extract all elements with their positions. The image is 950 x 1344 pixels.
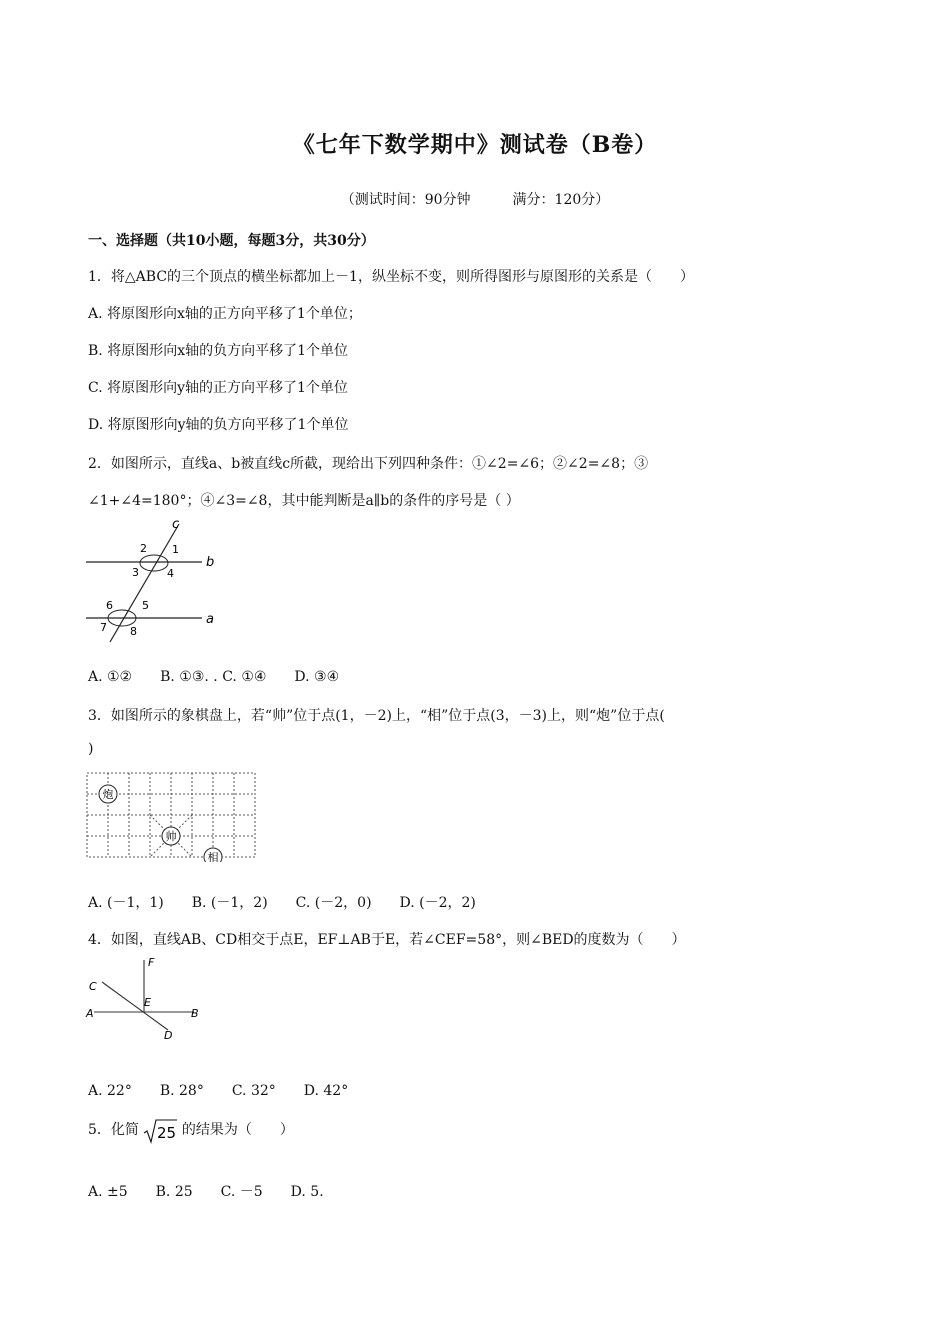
piece-pao: 炮	[102, 788, 114, 801]
q5-stem	[88, 1118, 294, 1144]
label-e: E	[144, 996, 151, 1009]
piece-xiang: 相	[207, 851, 219, 862]
label-3: 3	[132, 566, 139, 579]
label-4: 4	[167, 567, 174, 580]
label-1: 1	[172, 543, 179, 556]
label-b: B	[191, 1007, 199, 1020]
q1-option-a: A. 将原图形向x轴的正方向平移了1个单位；	[88, 306, 362, 322]
page-title: 《七年下数学期中》测试卷（B卷）	[292, 132, 658, 158]
label-b: b	[206, 555, 215, 570]
label-c: c	[172, 517, 180, 532]
q1-option-c: C. 将原图形向y轴的正方向平移了1个单位	[88, 380, 348, 396]
q2-stem-line1: 2．如图所示，直线a、b被直线c所截，现给出下列四种条件：①∠2=∠6；②∠2=∠8；③	[88, 456, 649, 472]
label-c: C	[89, 980, 97, 993]
q2-options: A. ①② B. ①③. . C. ①④ D. ③④	[88, 669, 340, 685]
q4-stem: 4．如图，直线AB、CD相交于点E，EF⊥AB于E，若∠CEF=58°，则∠BED的度数为（ ）	[88, 932, 686, 948]
label-2: 2	[140, 542, 147, 555]
test-info: （测试时间：90分钟 满分：120分）	[340, 192, 610, 208]
q2-stem-line2: ∠1+∠4=180°；④∠3=∠8，其中能判断是a∥b的条件的序号是（ ）	[88, 493, 520, 509]
label-7: 7	[100, 621, 107, 634]
label-f: F	[148, 956, 155, 969]
radical-sign-icon	[143, 1118, 177, 1144]
chessboard-figure	[86, 772, 258, 862]
label-8: 8	[130, 625, 137, 638]
q5-stem-suffix: 的结果为（ ）	[181, 1122, 294, 1138]
label-a: A	[86, 1007, 94, 1020]
parallel-lines-figure	[82, 516, 222, 644]
sqrt-expression	[143, 1118, 177, 1144]
q5-options: A. ±5 B. 25 C. －5 D. 5.	[88, 1184, 324, 1200]
q3-stem-line1: 3．如图所示的象棋盘上，若“帅”位于点(1，－2)上，“相”位于点(3，－3)上，则“炮”位于点(	[88, 708, 665, 724]
q3-stem-line2: )	[88, 741, 94, 757]
q1-stem: 1．将△ABC的三个顶点的横坐标都加上－1，纵坐标不变，则所得图形与原图形的关系是（ ）	[88, 269, 694, 285]
q1-option-b: B. 将原图形向x轴的负方向平移了1个单位	[88, 343, 348, 359]
section-heading: 一、选择题（共10小题，每题3分，共30分）	[88, 233, 375, 249]
q4-options: A. 22° B. 28° C. 32° D. 42°	[88, 1083, 349, 1099]
label-a: a	[206, 612, 214, 627]
radicand: 25	[157, 1124, 177, 1142]
q5-stem-prefix: 5．化简	[88, 1122, 139, 1138]
q3-options: A. (－1，1) B. (－1，2) C. (－2，0) D. (－2，2)	[88, 895, 476, 911]
label-6: 6	[106, 599, 113, 612]
q1-option-d: D. 将原图形向y轴的负方向平移了1个单位	[88, 417, 349, 433]
piece-shuai: 帅	[165, 830, 177, 843]
label-d: D	[164, 1029, 173, 1042]
intersecting-lines-figure	[84, 954, 210, 1042]
label-5: 5	[142, 599, 149, 612]
